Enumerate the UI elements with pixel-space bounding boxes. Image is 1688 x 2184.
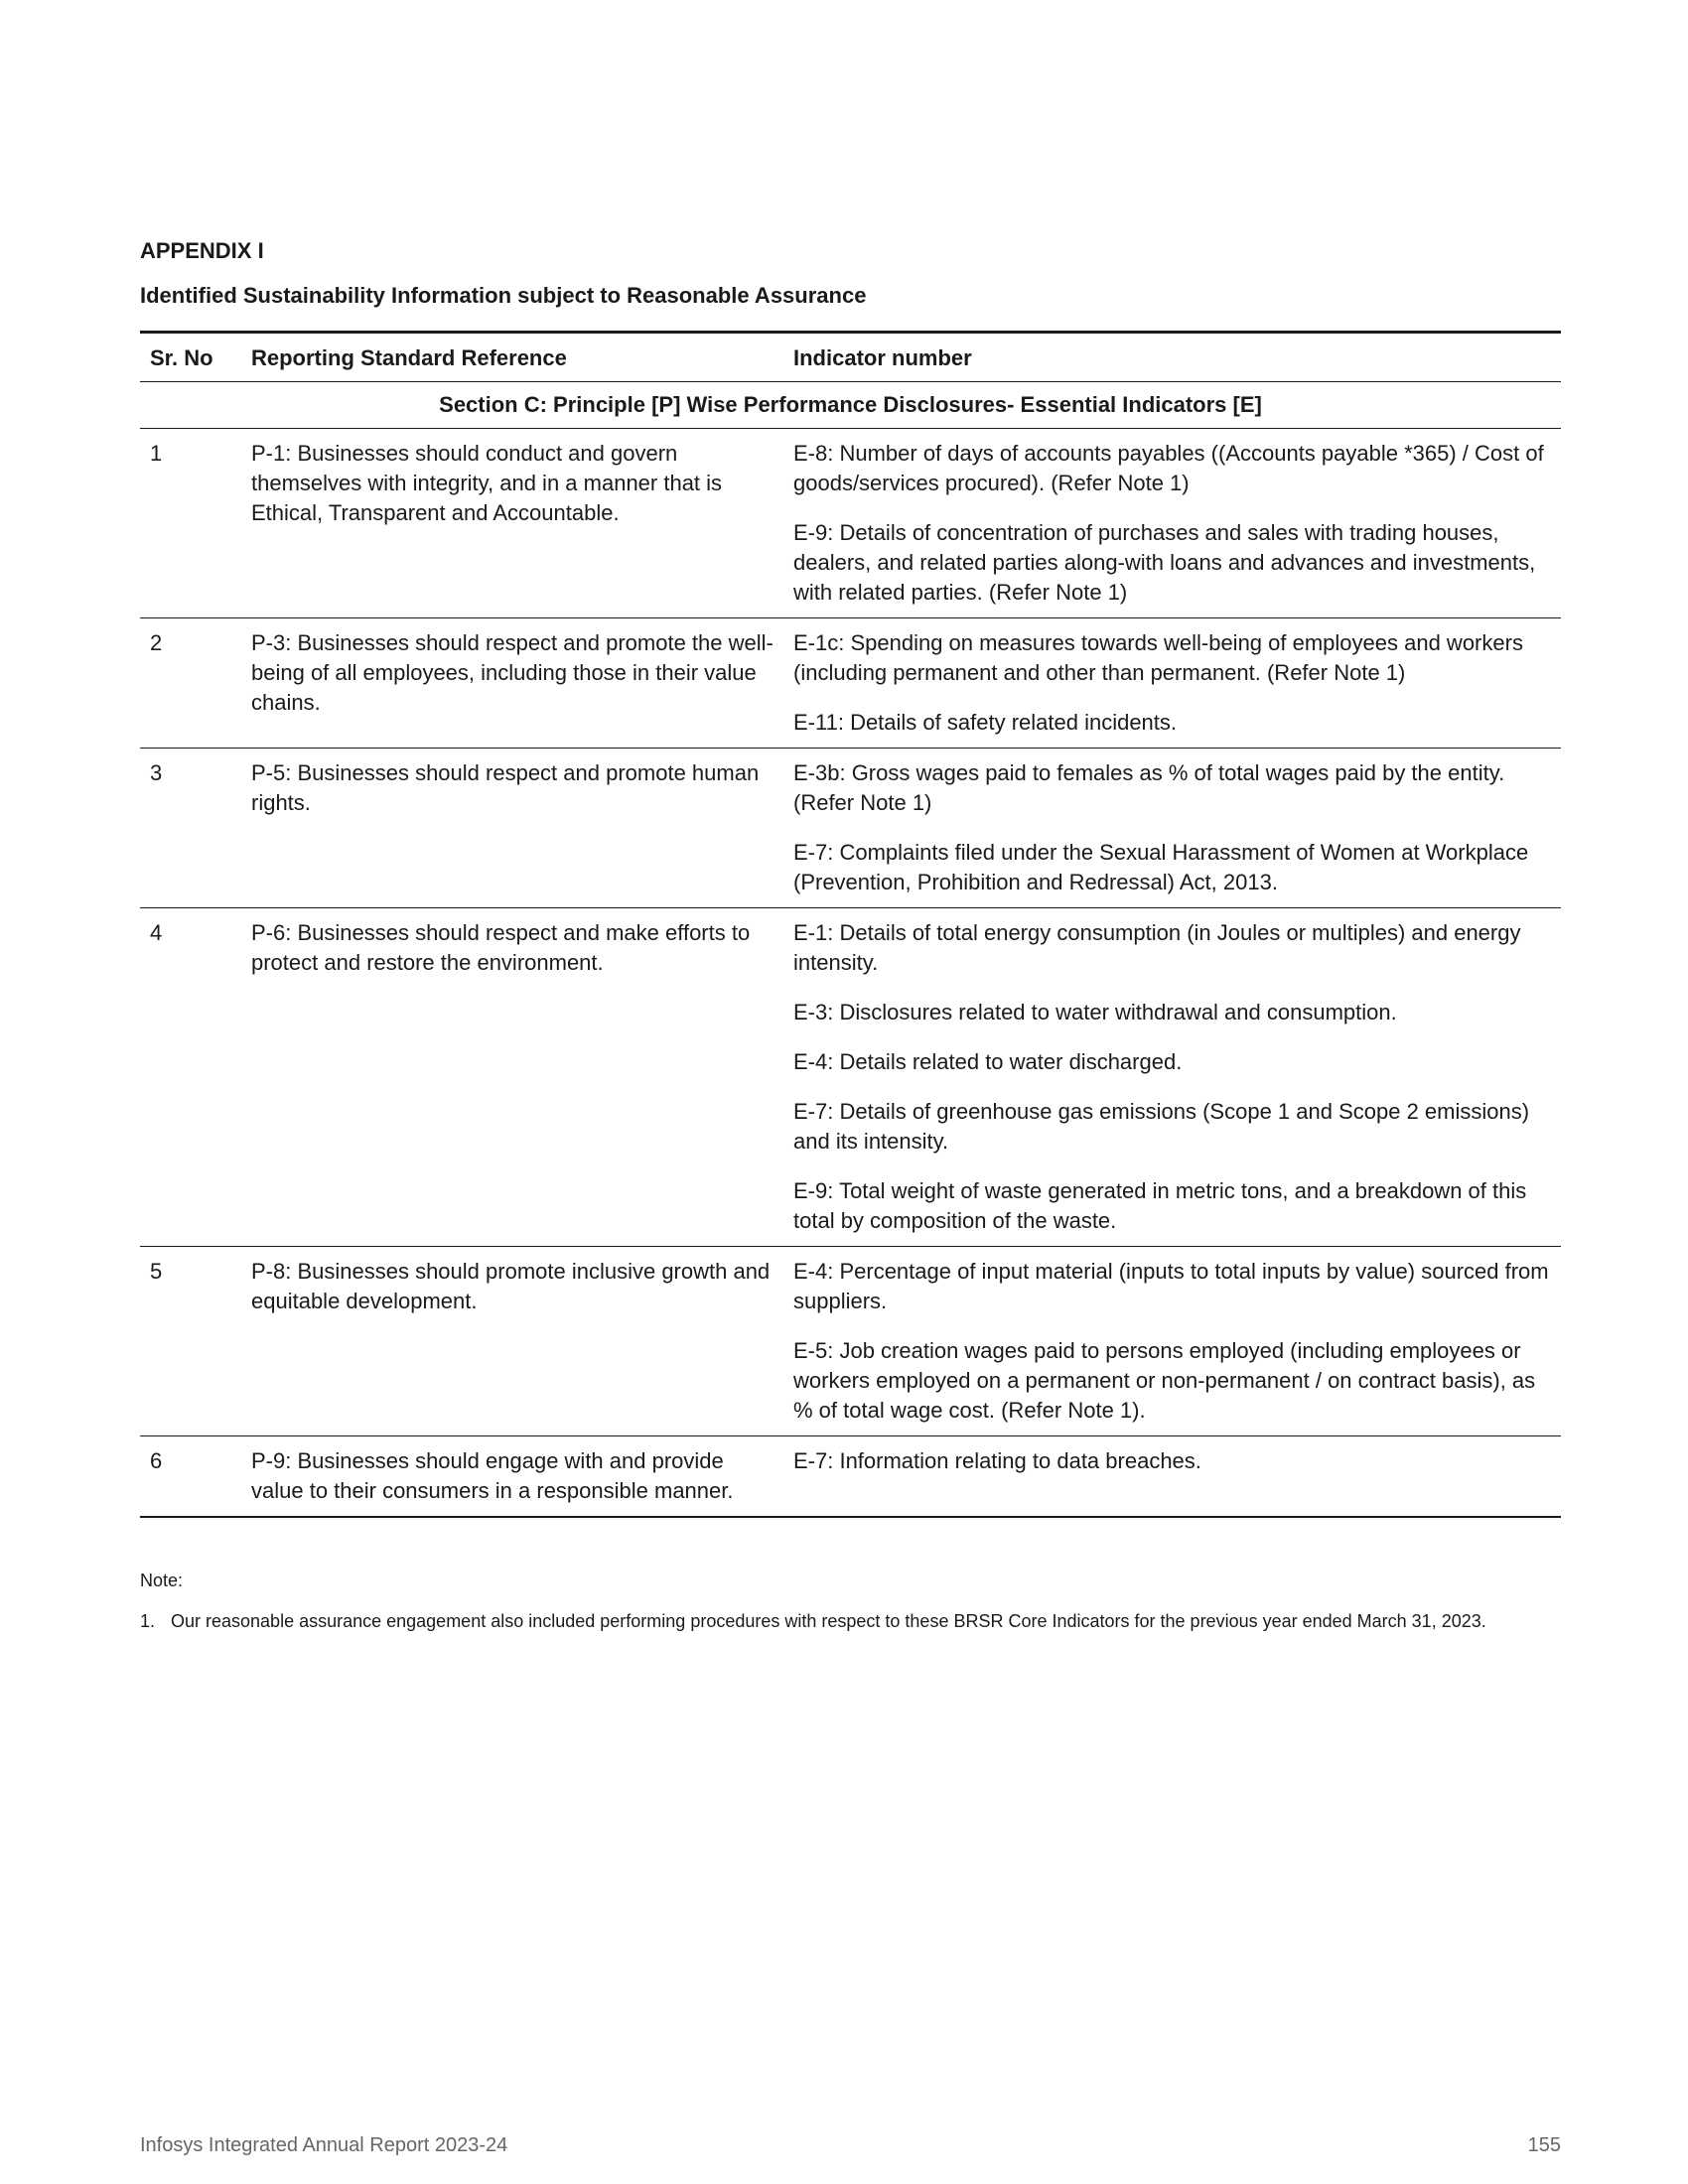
row-indicators: [783, 908, 1561, 1247]
row-indicators: [783, 1247, 1561, 1436]
indicator-item: E-11: Details of safety related incidents.: [793, 710, 1178, 735]
header-reference: Reporting Standard Reference: [241, 333, 783, 382]
row-sr-no: 6: [150, 1448, 163, 1473]
header-indicator: Indicator number: [783, 333, 1561, 382]
page-subtitle: Identified Sustainability Information subject to Reasonable Assurance: [140, 283, 867, 308]
table-row: [140, 618, 1561, 749]
row-reference: P-3: Businesses should respect and promote the well-being of all employees, including those in their value chains.: [251, 630, 774, 715]
section-title: Section C: Principle [P] Wise Performance Disclosures- Essential Indicators [E]: [140, 382, 1561, 429]
indicator-item: E-9: Details of concentration of purchases and sales with trading houses, dealers, and related parties along-with loans and advances and investments, with related parties. (Refer Note 1): [793, 520, 1536, 605]
appendix-title: APPENDIX I: [140, 238, 264, 263]
indicator-item: E-3b: Gross wages paid to females as % of total wages paid by the entity. (Refer Note 1): [793, 760, 1505, 815]
row-reference: P-9: Businesses should engage with and provide value to their consumers in a responsible manner.: [251, 1448, 734, 1503]
row-sr-no: 5: [150, 1259, 163, 1284]
indicator-item: E-7: Complaints filed under the Sexual Harassment of Women at Workplace (Prevention, Prohibition and Redressal) Act, 2013.: [793, 840, 1529, 894]
row-indicators: [783, 1436, 1561, 1518]
indicator-item: E-9: Total weight of waste generated in metric tons, and a breakdown of this total by composition of the waste.: [793, 1178, 1527, 1233]
indicator-item: E-7: Details of greenhouse gas emissions (Scope 1 and Scope 2 emissions) and its intensity.: [793, 1099, 1530, 1154]
row-indicators: [783, 618, 1561, 749]
row-reference: P-1: Businesses should conduct and govern themselves with integrity, and in a manner that is Ethical, Transparent and Accountable.: [251, 441, 723, 525]
row-indicators: [783, 429, 1561, 618]
indicator-item: E-1c: Spending on measures towards well-being of employees and workers (including permanent and other than permanent. (Refer Note 1): [793, 630, 1523, 685]
row-reference: P-6: Businesses should respect and make efforts to protect and restore the environment.: [251, 920, 751, 975]
assurance-table: [140, 331, 1561, 1518]
row-indicators: [783, 749, 1561, 908]
page-number: 155: [1527, 2134, 1561, 2156]
row-sr-no: 3: [150, 760, 163, 785]
section-row: [140, 382, 1561, 429]
table-row: [140, 1247, 1561, 1436]
indicator-item: E-5: Job creation wages paid to persons employed (including employees or workers employed on a permanent or non-permanent / on contract basis), as % of total wage cost. (Refer Note 1).: [793, 1338, 1536, 1423]
row-sr-no: 2: [150, 630, 163, 655]
table-row: [140, 908, 1561, 1247]
row-reference: P-8: Businesses should promote inclusive growth and equitable development.: [251, 1259, 771, 1313]
indicator-item: E-4: Details related to water discharged.: [793, 1049, 1183, 1074]
note-item: [140, 1608, 1560, 1634]
indicator-item: E-3: Disclosures related to water withdrawal and consumption.: [793, 1000, 1397, 1024]
footer-report-title: Infosys Integrated Annual Report 2023-24: [140, 2134, 508, 2156]
indicator-item: E-4: Percentage of input material (inputs to total inputs by value) sourced from suppliers.: [793, 1259, 1549, 1313]
note-number: 1.: [140, 1611, 156, 1631]
row-sr-no: 4: [150, 920, 163, 945]
note-label: Note:: [140, 1570, 184, 1590]
indicator-item: E-7: Information relating to data breaches.: [793, 1448, 1201, 1473]
table-row: [140, 429, 1561, 618]
note-text: Our reasonable assurance engagement also included performing procedures with respect to these BRSR Core Indicators for the previous year ended March 31, 2023.: [171, 1611, 1486, 1631]
table-row: [140, 1436, 1561, 1518]
indicator-item: E-1: Details of total energy consumption (in Joules or multiples) and energy intensity.: [793, 920, 1521, 975]
table-header-row: [140, 333, 1561, 382]
header-sr-no: Sr. No: [140, 333, 241, 382]
row-reference: P-5: Businesses should respect and promote human rights.: [251, 760, 760, 815]
table-row: [140, 749, 1561, 908]
indicator-item: E-8: Number of days of accounts payables ((Accounts payable *365) / Cost of goods/services procured). (Refer Note 1): [793, 441, 1544, 495]
row-sr-no: 1: [150, 441, 163, 466]
